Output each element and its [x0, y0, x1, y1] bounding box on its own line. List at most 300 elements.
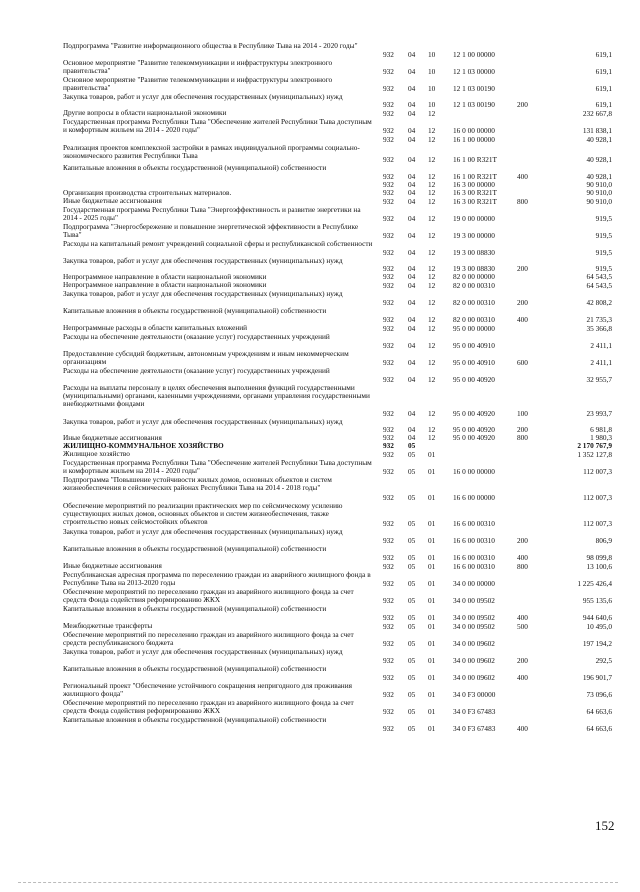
cell-subsection: 12 [428, 280, 436, 290]
cell-ministry-code: 932 [383, 723, 394, 733]
cell-expense-type: 200 [517, 535, 528, 545]
cell-subsection: 12 [428, 154, 436, 164]
row-name: Республиканская адресная программа по переселению граждан из аварийного жилищного фонда в Республике Тыва на 2013-2020 годы [63, 570, 371, 588]
cell-subsection: 12 [428, 323, 436, 333]
row-name: Другие вопросы в области национальной экономики [63, 108, 227, 117]
cell-target-article: 16 6 00 00310 [453, 552, 495, 562]
cell-target-article: 12 1 03 00190 [453, 99, 495, 109]
cell-subsection: 01 [428, 595, 436, 605]
cell-expense-type: 200 [517, 424, 528, 434]
cell-target-article: 34 0 00 09502 [453, 621, 495, 631]
cell-ministry-code: 932 [383, 492, 394, 502]
cell-target-article: 16 6 00 00310 [453, 518, 495, 528]
cell-amount: 944 640,6 [582, 612, 612, 622]
cell-subsection: 01 [428, 492, 436, 502]
cell-expense-type: 400 [517, 723, 528, 733]
table-row [0, 42, 640, 59]
row-name: Обеспечение мероприятий по переселению граждан из аварийного жилищного фонда за счет средств Фонда содействия реформированию ЖКХ [63, 698, 354, 716]
table-row [0, 223, 640, 240]
cell-amount: 919,5 [595, 263, 612, 273]
cell-target-article: 16 3 00 00000 [453, 179, 495, 189]
cell-subsection: 12 [428, 297, 436, 307]
cell-subsection: 01 [428, 612, 436, 622]
table-row [0, 605, 640, 622]
cell-amount: 21 735,3 [586, 314, 612, 324]
cell-expense-type: 800 [517, 561, 528, 571]
row-name: Региональный проект "Обеспечение устойчивого сокращения непригодного для проживания жилищного фонда" [63, 681, 352, 699]
cell-subsection: 01 [428, 535, 436, 545]
cell-subsection: 12 [428, 432, 436, 442]
table-row [0, 571, 640, 588]
cell-ministry-code: 932 [383, 552, 394, 562]
table-row [0, 528, 640, 545]
cell-ministry-code: 932 [383, 689, 394, 699]
cell-section: 05 [408, 552, 416, 562]
row-name: Основное мероприятие "Развитие телекоммуникации и инфраструктуры электронного правительства" [63, 75, 333, 93]
cell-subsection: 01 [428, 655, 436, 665]
cell-ministry-code: 932 [383, 595, 394, 605]
table-row [0, 384, 640, 418]
cell-ministry-code: 932 [383, 655, 394, 665]
cell-amount: 42 808,2 [586, 297, 612, 307]
cell-amount: 1 225 426,4 [577, 578, 612, 588]
table-row [0, 76, 640, 93]
cell-amount: 64 543,5 [586, 280, 612, 290]
cell-subsection: 12 [428, 424, 436, 434]
row-name: Жилищное хозяйство [63, 449, 130, 458]
budget-table [0, 42, 640, 733]
cell-subsection: 01 [428, 561, 436, 571]
cell-ministry-code: 932 [383, 125, 394, 135]
cell-amount: 2 170 767,9 [577, 440, 612, 450]
cell-subsection: 10 [428, 83, 436, 93]
cell-section: 04 [408, 66, 416, 76]
cell-amount: 64 663,6 [586, 723, 612, 733]
cell-amount: 90 910,0 [586, 196, 612, 206]
cell-amount: 112 007,3 [583, 466, 612, 476]
cell-ministry-code: 932 [383, 357, 394, 367]
cell-section: 05 [408, 612, 416, 622]
cell-subsection: 12 [428, 196, 436, 206]
cell-subsection: 10 [428, 99, 436, 109]
cell-ministry-code: 932 [383, 196, 394, 206]
cell-section: 04 [408, 179, 416, 189]
cell-expense-type: 600 [517, 357, 528, 367]
cell-target-article: 34 0 00 09502 [453, 612, 495, 622]
cell-expense-type: 100 [517, 408, 528, 418]
cell-ministry-code: 932 [383, 449, 394, 459]
cell-subsection: 12 [428, 408, 436, 418]
cell-ministry-code: 932 [383, 247, 394, 257]
cell-section: 05 [408, 578, 416, 588]
cell-subsection: 01 [428, 672, 436, 682]
cell-subsection: 12 [428, 179, 436, 189]
cell-target-article: 34 0 00 00000 [453, 578, 495, 588]
table-row [0, 164, 640, 181]
cell-section: 04 [408, 108, 416, 118]
cell-amount: 6 981,8 [590, 424, 612, 434]
cell-target-article: 34 0 00 09602 [453, 672, 495, 682]
row-name: Расходы на выплаты персоналу в целях обеспечения выполнения функций государственными (муниципальными) органами, казенными учреждениями, органами управления государственными внебюджетными фондами [63, 383, 370, 409]
cell-target-article: 19 3 00 08830 [453, 263, 495, 273]
cell-amount: 2 411,1 [590, 357, 612, 367]
cell-ministry-code: 932 [383, 271, 394, 281]
table-row [0, 118, 640, 135]
cell-expense-type: 500 [517, 621, 528, 631]
cell-section: 05 [408, 595, 416, 605]
cell-amount: 112 007,3 [583, 492, 612, 502]
cell-amount: 10 495,0 [586, 621, 612, 631]
cell-amount: 955 135,6 [582, 595, 612, 605]
cell-subsection: 12 [428, 374, 436, 384]
cell-section: 05 [408, 466, 416, 476]
row-name: Основное мероприятие "Развитие телекоммуникации и инфраструктуры электронного правительства" [63, 58, 333, 76]
cell-section: 05 [408, 672, 416, 682]
cell-ministry-code: 932 [383, 638, 394, 648]
cell-subsection: 10 [428, 66, 436, 76]
cell-ministry-code: 932 [383, 230, 394, 240]
scan-edge-line [18, 882, 618, 883]
cell-subsection: 12 [428, 230, 436, 240]
cell-ministry-code: 932 [383, 612, 394, 622]
cell-amount: 32 955,7 [586, 374, 612, 384]
cell-subsection: 01 [428, 706, 436, 716]
table-row [0, 206, 640, 223]
row-name: Капитальные вложения в объекты государственной (муниципальной) собственности [63, 544, 327, 553]
cell-ministry-code: 932 [383, 518, 394, 528]
row-name: Закупка товаров, работ и услуг для обеспечения государственных (муниципальных) нужд [63, 527, 343, 536]
row-name: Иные бюджетные ассигнования [63, 433, 162, 442]
table-row [0, 459, 640, 476]
cell-subsection: 01 [428, 466, 436, 476]
table-row [0, 631, 640, 648]
row-name: Капитальные вложения в объекты государственной (муниципальной) собственности [63, 163, 327, 172]
cell-expense-type: 400 [517, 314, 528, 324]
row-name: Предоставление субсидий бюджетным, автономным учреждениям и иным некоммерческим организациям [63, 349, 349, 367]
cell-ministry-code: 932 [383, 672, 394, 682]
table-row [0, 59, 640, 76]
cell-ministry-code: 932 [383, 408, 394, 418]
cell-target-article: 16 1 00 R321T [453, 171, 497, 181]
cell-ministry-code: 932 [383, 535, 394, 545]
row-name: Подпрограмма "Энергосбережение и повышение энергетической эффективности в Республике Тыва" [63, 222, 359, 240]
cell-expense-type: 800 [517, 196, 528, 206]
cell-amount: 919,5 [595, 247, 612, 257]
cell-subsection: 12 [428, 108, 436, 118]
cell-ministry-code: 932 [383, 706, 394, 716]
page-number: 152 [595, 818, 615, 833]
table-row [0, 240, 640, 257]
table-row [0, 290, 640, 307]
table-row [0, 682, 640, 699]
cell-subsection: 01 [428, 723, 436, 733]
cell-target-article: 16 1 00 00000 [453, 134, 495, 144]
cell-section: 04 [408, 271, 416, 281]
row-name: Непрограммные расходы в области капитальных вложений [63, 323, 248, 332]
cell-section: 04 [408, 171, 416, 181]
row-name: Капитальные вложения в объекты государственной (муниципальной) собственности [63, 664, 327, 673]
cell-section: 05 [408, 723, 416, 733]
cell-subsection: 12 [428, 247, 436, 257]
cell-target-article: 12 1 03 00000 [453, 66, 495, 76]
cell-subsection: 12 [428, 271, 436, 281]
cell-amount: 73 096,6 [586, 689, 612, 699]
cell-target-article: 82 0 00 00310 [453, 314, 495, 324]
cell-target-article: 82 0 00 00310 [453, 297, 495, 307]
cell-target-article: 34 0 00 09602 [453, 638, 495, 648]
cell-ministry-code: 932 [383, 578, 394, 588]
cell-expense-type: 800 [517, 432, 528, 442]
cell-ministry-code: 932 [383, 213, 394, 223]
row-name: Закупка товаров, работ и услуг для обеспечения государственных (муниципальных) нужд [63, 92, 343, 101]
cell-amount: 131 838,1 [582, 125, 612, 135]
cell-section: 04 [408, 263, 416, 273]
row-name: ЖИЛИЩНО-КОММУНАЛЬНОЕ ХОЗЯЙСТВО [63, 441, 224, 450]
cell-section: 05 [408, 689, 416, 699]
cell-amount: 90 910,0 [586, 187, 612, 197]
cell-target-article: 12 1 00 00000 [453, 49, 495, 59]
cell-target-article: 34 0 00 09602 [453, 655, 495, 665]
cell-amount: 196 901,7 [582, 672, 612, 682]
table-row [0, 257, 640, 273]
cell-ministry-code: 932 [383, 561, 394, 571]
cell-ministry-code: 932 [383, 374, 394, 384]
row-name: Межбюджетные трансферты [63, 621, 153, 630]
cell-section: 04 [408, 340, 416, 350]
cell-target-article: 95 0 00 40920 [453, 424, 495, 434]
cell-target-article: 16 1 00 R321T [453, 154, 497, 164]
cell-target-article: 95 0 00 40920 [453, 432, 495, 442]
cell-amount: 40 928,1 [586, 134, 612, 144]
cell-amount: 919,5 [595, 213, 612, 223]
cell-subsection: 12 [428, 171, 436, 181]
cell-ministry-code: 932 [383, 314, 394, 324]
row-name: Обеспечение мероприятий по реализации практических мер по сейсмическому усилению существующих жилых домов, основных объектов и систем жизнеобеспечения, также строительство новых сейсмостойких объектов [63, 501, 343, 527]
cell-target-article: 16 6 00 00000 [453, 492, 495, 502]
table-row [0, 476, 640, 502]
row-name: Закупка товаров, работ и услуг для обеспечения государственных (муниципальных) нужд [63, 417, 343, 426]
cell-ministry-code: 932 [383, 108, 394, 118]
cell-section: 05 [408, 638, 416, 648]
row-name: Обеспечение мероприятий по переселению граждан из аварийного жилищного фонда за счет средств Фонда содействия реформированию ЖКХ [63, 587, 354, 605]
row-name: Подпрограмма "Повышение устойчивости жилых домов, основных объектов и систем жизнеобеспечения в сейсмических районах Республики Тыва на 2014 - 2018 годы" [63, 475, 332, 493]
row-name: Закупка товаров, работ и услуг для обеспечения государственных (муниципальных) нужд [63, 256, 343, 265]
cell-section: 04 [408, 357, 416, 367]
cell-section: 04 [408, 408, 416, 418]
cell-section: 04 [408, 432, 416, 442]
cell-ministry-code: 932 [383, 263, 394, 273]
cell-expense-type: 400 [517, 171, 528, 181]
cell-target-article: 16 3 00 R321T [453, 196, 497, 206]
cell-target-article: 82 0 00 00000 [453, 271, 495, 281]
row-name: Государственная программа Республики Тыва "Обеспечение жителей Республики Тыва доступным и комфортным жильем на 2014 - 2020 годы" [63, 117, 372, 135]
cell-amount: 619,1 [595, 83, 612, 93]
row-name: Расходы на обеспечение деятельности (оказание услуг) государственных учреждений [63, 332, 330, 341]
cell-ministry-code: 932 [383, 424, 394, 434]
cell-section: 05 [408, 492, 416, 502]
cell-section: 04 [408, 374, 416, 384]
cell-target-article: 95 0 00 40920 [453, 408, 495, 418]
cell-subsection: 12 [428, 134, 436, 144]
cell-target-article: 19 3 00 00000 [453, 230, 495, 240]
cell-amount: 919,5 [595, 230, 612, 240]
row-name: Закупка товаров, работ и услуг для обеспечения государственных (муниципальных) нужд [63, 289, 343, 298]
row-name: Иные бюджетные ассигнования [63, 196, 162, 205]
cell-section: 04 [408, 247, 416, 257]
cell-target-article: 34 0 F3 67483 [453, 723, 496, 733]
cell-ministry-code: 932 [383, 99, 394, 109]
row-name: Иные бюджетные ассигнования [63, 561, 162, 570]
cell-amount: 23 993,7 [586, 408, 612, 418]
row-name: Непрограммное направление в области национальной экономики [63, 280, 267, 289]
cell-ministry-code: 932 [383, 154, 394, 164]
row-name: Закупка товаров, работ и услуг для обеспечения государственных (муниципальных) нужд [63, 647, 343, 656]
cell-section: 04 [408, 230, 416, 240]
cell-target-article: 82 0 00 00310 [453, 280, 495, 290]
cell-subsection: 01 [428, 449, 436, 459]
cell-section: 04 [408, 424, 416, 434]
cell-ministry-code: 932 [383, 297, 394, 307]
cell-ministry-code: 932 [383, 323, 394, 333]
table-row [0, 350, 640, 367]
cell-ministry-code: 932 [383, 432, 394, 442]
cell-target-article: 95 0 00 40910 [453, 340, 495, 350]
cell-section: 04 [408, 154, 416, 164]
cell-subsection: 01 [428, 552, 436, 562]
cell-section: 04 [408, 49, 416, 59]
table-row [0, 93, 640, 109]
row-name: Расходы на капитальный ремонт учреждений социальной сферы и республиканской собственности [63, 239, 373, 248]
cell-amount: 90 910,0 [586, 179, 612, 189]
cell-expense-type: 200 [517, 297, 528, 307]
cell-section: 05 [408, 706, 416, 716]
cell-section: 05 [408, 561, 416, 571]
cell-ministry-code: 932 [383, 440, 394, 450]
row-name: Капитальные вложения в объекты государственной (муниципальной) собственности [63, 604, 327, 613]
cell-amount: 292,5 [595, 655, 612, 665]
cell-amount: 98 099,8 [586, 552, 612, 562]
table-row [0, 545, 640, 562]
cell-expense-type: 200 [517, 263, 528, 273]
table-row [0, 367, 640, 384]
cell-target-article: 16 0 00 00000 [453, 466, 495, 476]
cell-expense-type: 200 [517, 655, 528, 665]
cell-amount: 112 007,3 [583, 518, 612, 528]
cell-amount: 197 194,2 [582, 638, 612, 648]
cell-target-article: 34 0 F3 00000 [453, 689, 496, 699]
cell-amount: 35 366,8 [586, 323, 612, 333]
cell-expense-type: 200 [517, 99, 528, 109]
cell-subsection: 12 [428, 357, 436, 367]
cell-subsection: 01 [428, 578, 436, 588]
cell-ministry-code: 932 [383, 621, 394, 631]
table-row [0, 307, 640, 324]
cell-amount: 619,1 [595, 99, 612, 109]
row-name: Организация производства строительных материалов. [63, 188, 232, 197]
table-row [0, 144, 640, 164]
cell-amount: 619,1 [595, 66, 612, 76]
cell-expense-type: 400 [517, 612, 528, 622]
cell-target-article: 95 0 00 00000 [453, 323, 495, 333]
cell-amount: 1 980,3 [590, 432, 612, 442]
cell-section: 04 [408, 134, 416, 144]
table-row [0, 699, 640, 716]
cell-amount: 64 543,5 [586, 271, 612, 281]
cell-amount: 806,9 [595, 535, 612, 545]
row-name: Расходы на обеспечение деятельности (оказание услуг) государственных учреждений [63, 366, 330, 375]
cell-ministry-code: 932 [383, 49, 394, 59]
cell-subsection: 12 [428, 187, 436, 197]
cell-subsection: 12 [428, 263, 436, 273]
cell-section: 05 [408, 655, 416, 665]
cell-section: 04 [408, 323, 416, 333]
cell-subsection: 12 [428, 314, 436, 324]
cell-section: 04 [408, 297, 416, 307]
cell-target-article: 19 3 00 08830 [453, 247, 495, 257]
row-name: Подпрограмма "Развитие информационного общества в Республике Тыва на 2014 - 2020 годы" [63, 41, 358, 50]
row-name: Капитальные вложения в объекты государственной (муниципальной) собственности [63, 715, 327, 724]
cell-ministry-code: 932 [383, 187, 394, 197]
row-name: Реализация проектов комплексной застройки в рамках индивидуальной программы социально-экономического развития Республики Тыва [63, 143, 360, 161]
cell-ministry-code: 932 [383, 466, 394, 476]
cell-subsection: 01 [428, 689, 436, 699]
table-row [0, 333, 640, 350]
cell-target-article: 16 6 00 00310 [453, 535, 495, 545]
cell-subsection: 01 [428, 638, 436, 648]
row-name: Государственная программа Республики Тыва "Обеспечение жителей Республики Тыва доступным и комфортным жильем на 2014 - 2020 годы" [63, 458, 372, 476]
cell-subsection: 10 [428, 49, 436, 59]
cell-target-article: 12 1 03 00190 [453, 83, 495, 93]
cell-amount: 1 352 127,8 [577, 449, 612, 459]
row-name: Обеспечение мероприятий по переселению граждан из аварийного жилищного фонда за счет средств республиканского бюджета [63, 630, 354, 648]
cell-amount: 64 663,6 [586, 706, 612, 716]
cell-target-article: 19 0 00 00000 [453, 213, 495, 223]
cell-section: 04 [408, 187, 416, 197]
row-name: Непрограммное направление в области национальной экономики [63, 272, 267, 281]
table-row [0, 648, 640, 665]
cell-ministry-code: 932 [383, 179, 394, 189]
cell-section: 05 [408, 535, 416, 545]
cell-amount: 13 100,6 [586, 561, 612, 571]
cell-ministry-code: 932 [383, 83, 394, 93]
cell-section: 04 [408, 213, 416, 223]
cell-ministry-code: 932 [383, 134, 394, 144]
cell-section: 05 [408, 621, 416, 631]
table-row [0, 716, 640, 733]
cell-amount: 619,1 [595, 49, 612, 59]
cell-section: 05 [408, 518, 416, 528]
row-name: Капитальные вложения в объекты государственной (муниципальной) собственности [63, 306, 327, 315]
cell-target-article: 16 6 00 00310 [453, 561, 495, 571]
cell-subsection: 12 [428, 340, 436, 350]
cell-ministry-code: 932 [383, 171, 394, 181]
cell-target-article: 34 0 F3 67483 [453, 706, 496, 716]
cell-subsection: 01 [428, 621, 436, 631]
table-row [0, 418, 640, 434]
cell-section: 04 [408, 125, 416, 135]
cell-amount: 40 928,1 [586, 154, 612, 164]
row-name: Государственная программа Республики Тыва "Энергоэффективность и развитие энергетики на 2014 - 2025 годы" [63, 205, 361, 223]
cell-target-article: 16 0 00 00000 [453, 125, 495, 135]
cell-section: 04 [408, 83, 416, 93]
cell-section: 05 [408, 449, 416, 459]
cell-target-article: 95 0 00 40910 [453, 357, 495, 367]
cell-section: 04 [408, 99, 416, 109]
cell-amount: 40 928,1 [586, 171, 612, 181]
table-row [0, 502, 640, 528]
cell-subsection: 01 [428, 518, 436, 528]
cell-ministry-code: 932 [383, 340, 394, 350]
